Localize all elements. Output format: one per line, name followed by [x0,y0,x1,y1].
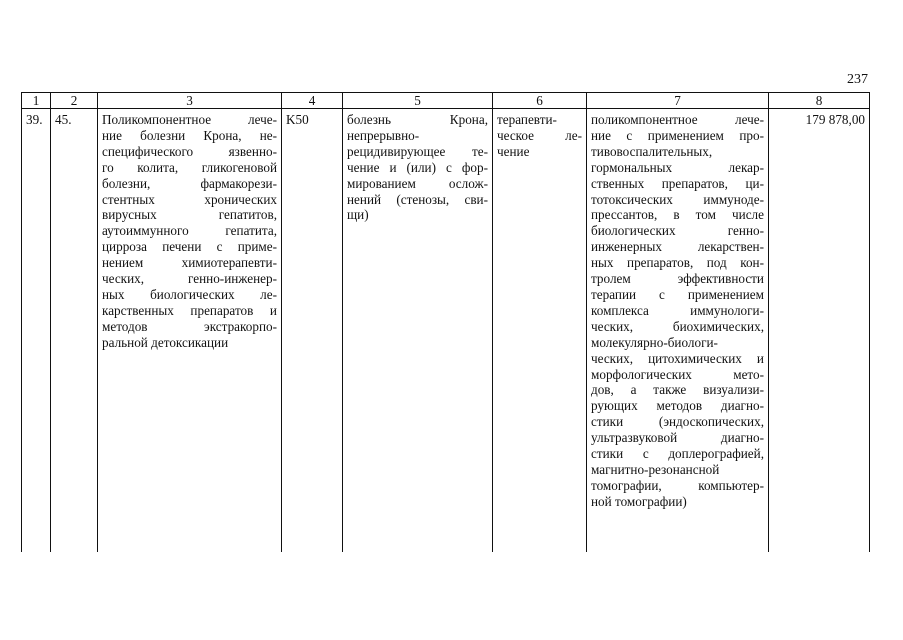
text-line: комплекса иммунологи- [591,302,764,318]
cell-treatment-type [493,109,587,553]
text-line: прессантов, в том числе [591,207,764,223]
text-line: аутоиммунного гепатита, [102,223,277,239]
text-line: ных биологических ле- [102,286,277,302]
text-line: чение и (или) с фор- [347,159,488,175]
text-line: ние с применением про- [591,127,764,143]
text-line: нением химиотерапевти- [102,255,277,271]
text-line: рецидивирующее те- [347,143,488,159]
text-line: тивовоспалительных, [591,143,713,159]
cell-method-number: 45. [51,109,98,553]
header-col-7: 7 [587,93,769,109]
text-line: вирусных гепатитов, [102,207,277,223]
text-line: молекулярно-биологи- [591,334,718,350]
text-line: цирроза печени с приме- [102,239,277,255]
header-col-5: 5 [343,93,493,109]
text-line: терапевти- [497,112,557,127]
text-line: тотоксических иммуноде- [591,191,764,207]
text-line: ных препаратов, под кон- [591,255,764,271]
text-line: го колита, гликогеновой [102,159,277,175]
cell-cost: 179 878,00 [769,109,870,553]
text-line: болезнь Крона, [347,112,488,127]
text-line: ческое ле- [497,127,582,143]
page-number: 237 [847,72,868,87]
cell-group-number: 39. [22,109,51,553]
text-line: ной томографии) [591,493,687,509]
table-row [22,109,870,553]
text-line: ультразвуковой диагно- [591,430,764,446]
cell-method-name [98,109,282,553]
text-line: ральной детоксикации [102,334,229,350]
text-line: стики (эндоскопических, [591,414,764,430]
medical-care-table [21,92,870,552]
text-line: ческих, биохимических, [591,318,764,334]
text-line: поликомпонентное лече- [591,112,764,127]
text-line: специфического язвенно- [102,143,277,159]
text-line: нений (стенозы, сви- [347,191,488,207]
text-line: терапии с применением [591,286,764,302]
text-line: стики с доплерографией, [591,446,764,462]
text-line: карственных препаратов и [102,302,277,318]
header-col-3: 3 [98,93,282,109]
text-line: магнитно-резонансной [591,461,720,477]
cell-patient-model [343,109,493,553]
text-line: болезни, фармакорези- [102,175,277,191]
header-col-6: 6 [493,93,587,109]
text-line: Поликомпонентное лече- [102,112,277,127]
text-line: тролем эффективности [591,271,764,287]
header-col-8: 8 [769,93,870,109]
text-line: щи) [347,207,369,223]
text-line: рующих методов диагно- [591,398,764,414]
cell-icd-code: K50 [282,109,343,553]
text-line: методов экстракорпо- [102,318,277,334]
text-line: мированием ослож- [347,175,488,191]
text-line: ческих, цитохимических и [591,350,764,366]
header-row [22,93,870,109]
text-line: непрерывно- [347,127,420,143]
text-line: инженерных лекарствен- [591,239,764,255]
text-line: ние болезни Крона, не- [102,127,277,143]
text-line: чение [497,143,530,159]
text-line: стентных хронических [102,191,277,207]
cell-treatment-method [587,109,769,553]
text-line: ственных препаратов, ци- [591,175,764,191]
header-col-4: 4 [282,93,343,109]
header-col-2: 2 [51,93,98,109]
text-line: дов, а также визуализи- [591,382,764,398]
text-line: биологических генно- [591,223,764,239]
text-line: морфологических мето- [591,366,764,382]
text-line: томографии, компьютер- [591,477,764,493]
header-col-1: 1 [22,93,51,109]
text-line: ческих, генно-инженер- [102,271,277,287]
text-line: гормональных лекар- [591,159,764,175]
